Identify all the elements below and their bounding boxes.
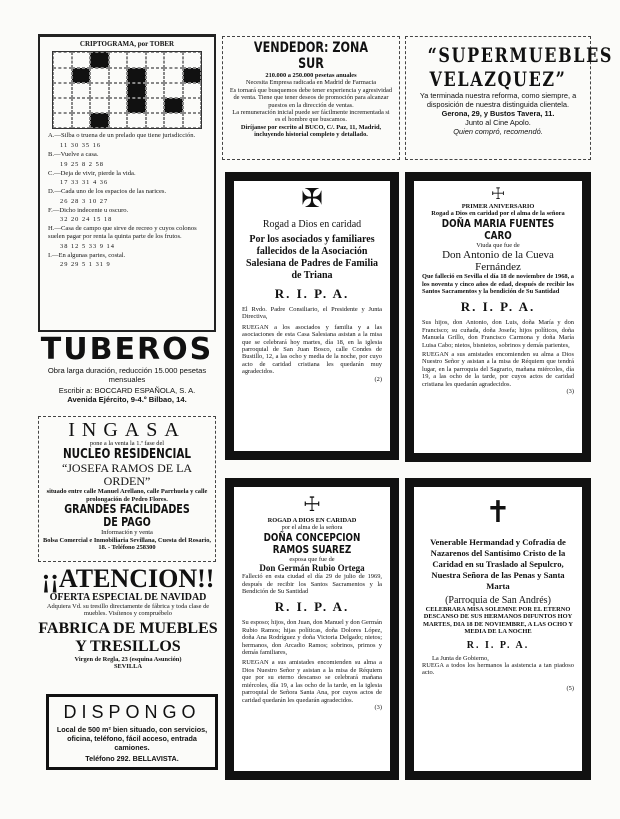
crossword-cell [53, 83, 72, 98]
crossword-cell [183, 52, 202, 67]
ad-atencion [36, 566, 220, 690]
obit2-husband: Don Antonio de la Cueva Fernández [442, 249, 554, 274]
crossword-cell [53, 113, 72, 128]
crossword-clue: F.—Dicho indecente u oscuro. [48, 206, 129, 214]
ingasa-info: Información y venta [101, 529, 153, 537]
obit3-sub: por el alma de la señora [281, 524, 343, 532]
vendedor-company: Necesita Empresa radicada en Madrid de Farmacia [245, 79, 377, 87]
salesian-cross-icon: ✠ [301, 184, 323, 213]
obit2-heading: Rogad a Dios en caridad por el alma de la señora [431, 210, 565, 218]
ad-dispongo [46, 694, 218, 770]
obit1-title: Por los asociados y familiares fallecidos de la Asociación Salesiana de Padres de Familia de Triana [245, 234, 379, 281]
supermuebles-title: “SUPERMUEBLES [427, 43, 614, 67]
crossword-cell [127, 83, 146, 98]
ingasa-contact: Bolsa Comercial e Inmobiliaria Sevillana, Cuesta del Rosario, 18. - Teléfono 258300 [43, 536, 211, 552]
obit1-text: RUEGAN a los asociados y familia y a las asociaciones de esta Casa Salesiana asistan a la misa que se celebrará hoy martes, día 18, en la iglesia parroquial de San Juan Bosco, calle Condes de Bustillo, 12, a las ocho y media de la noche, por cuyo acto de caridad cristiana les quedarán muy agradecidos. [242, 323, 382, 376]
crossword-clue: C.—Deja de vivir, pierde la vida. [48, 169, 136, 177]
obit2-relation: Viuda que fue de [476, 241, 520, 249]
ingasa-heading: NUCLEO RESIDENCIAL [62, 447, 192, 463]
crossword-cell [90, 113, 109, 128]
crossword-cell [72, 113, 91, 128]
crossword-cell [146, 113, 165, 128]
dispongo-title: DISPONGO [63, 702, 201, 722]
cross-icon: ☩ [303, 494, 321, 516]
atencion-factory: FABRICA DE MUEBLES [38, 619, 218, 637]
obit1-ripa: R. I. P. A. [274, 286, 350, 301]
crossword-cell [72, 68, 91, 83]
obit3-death: Falleció en esta ciudad el día 29 de julio de 1969, después de recibir los Santos Sacramentos y la Bendición de Su Santidad [242, 573, 382, 596]
obit2-anniversary: PRIMER ANIVERSARIO [461, 203, 535, 210]
crossword-cell [146, 83, 165, 98]
ad-ingasa [38, 416, 216, 562]
crossword-box [38, 34, 216, 332]
supermuebles-address: Gerona, 29, y Bustos Tavera, 11. [441, 109, 555, 118]
dispongo-phone: Teléfono 292. BELLAVISTA. [85, 754, 179, 763]
crossword-cell [72, 83, 91, 98]
obituary-hermandad [405, 478, 591, 780]
crossword-cell [127, 52, 146, 67]
crossword-grid [52, 51, 202, 129]
crossword-cell [109, 98, 128, 113]
obituary-maria-fuentes [405, 172, 591, 462]
ingasa-name: “JOSEFA RAMOS DE LA ORDEN” [61, 461, 193, 489]
crossword-cell [164, 83, 183, 98]
obit3-husband: Don Germán Rubio Ortega [259, 563, 365, 574]
crossword-cell [109, 52, 128, 67]
obituary-concepcion-ramos [225, 478, 399, 780]
obit2-text: RUEGAN a sus amistades encomienden su alma a Dios Nuestro Señor y asistan a la misa de Réquiem que tendrá lugar, en la parroquia del Sagrario, mañana miércoles, día 19, a las ocho de la tarde, por cuyos actos de caridad cristiana les quedarán agradecidos. [422, 351, 574, 388]
supermuebles-slogan: Quien compró, recomendó. [453, 127, 543, 136]
obit2-number: (3) [566, 388, 574, 396]
obit4-parish: (Parroquia de San Andrés) [445, 595, 551, 606]
crossword-cell [164, 98, 183, 113]
crossword-cell [183, 68, 202, 83]
crossword-clue-numbers: 11 30 35 16 [60, 142, 102, 149]
obit2-name: DOÑA MARIA FUENTES CARO [441, 216, 555, 242]
crossword-clue-numbers: 32 20 24 15 18 [60, 216, 113, 224]
crossword-cell [72, 52, 91, 67]
crossword-cell [127, 98, 146, 113]
crossword-cell [127, 113, 146, 128]
crossword-clue-numbers: 19 25 8 2 58 [60, 160, 104, 168]
obit2-ripa: R. I. P. A. [460, 299, 536, 315]
cross-icon: ✝ [485, 496, 511, 529]
obit4-mass: CELEBRARA MISA SOLEMNE POR EL ETERNO DESCANSO DE SUS HERMANOS DIFUNTOS HOY MARTES, DIA 18 DE NOVIEMBRE, A LAS OCHO Y MEDIA DE LA NOCHE [422, 606, 574, 636]
crossword-cell [90, 98, 109, 113]
atencion-offer: OFERTA ESPECIAL DE NAVIDAD [49, 592, 207, 603]
vendedor-title: VENDEDOR: ZONA SUR [253, 40, 369, 72]
vendedor-contact: Diríjanse por escrito al BUCO, C/. Paz, 11, Madrid, incluyendo historial completo y detallado. [240, 123, 382, 139]
vendedor-text: Es tornará que busquemos debe tener experiencia y agresividad de venta. Tiene que tener deseos de promoción para alcanzar puestos en la dirección de ventas. [229, 86, 393, 109]
ad-vendedor [222, 36, 400, 160]
tuberos-city: Avenida Ejército, 9-4.º Bilbao, 14. [67, 395, 187, 404]
obit2-death: Que falleció en Sevilla el día 18 de noviembre de 1968, a los noventa y cinco años de edad, después de recibir los Santos Sacramentos y la bendición de Su Santidad [422, 273, 574, 296]
crossword-cell [164, 68, 183, 83]
crossword-cell [183, 98, 202, 113]
crossword-clue-numbers: 38 12 5 33 9 14 [60, 242, 115, 250]
crossword-clues [48, 132, 206, 268]
crossword-cell [109, 83, 128, 98]
crossword-cell [146, 68, 165, 83]
obit1-number: (2) [374, 375, 382, 383]
obit3-name: DOÑA CONCEPCION RAMOS SUAREZ [263, 530, 361, 556]
crossword-cell [146, 98, 165, 113]
obit3-number: (3) [374, 703, 382, 711]
crossword-clue: A.—Silba o truena de un prelado que tiene jurisdicción. [48, 132, 196, 140]
obit4-number: (5) [566, 684, 574, 692]
obituary-salesiana [225, 172, 399, 460]
supermuebles-text: Ya terminada nuestra reforma, como siempre, a disposición de nuestra distinguida clientela. [419, 91, 577, 109]
supermuebles-landmark: Junto al Cine Apolo. [465, 118, 531, 127]
crossword-clue: B.—Vuelve a casa. [48, 151, 99, 158]
crossword-cell [72, 98, 91, 113]
ad-tuberos [36, 334, 218, 414]
crossword-cell [109, 68, 128, 83]
crossword-cell [90, 83, 109, 98]
crossword-cell [183, 113, 202, 128]
atencion-tresillos: Y TRESILLOS [75, 637, 181, 655]
crossword-clue-numbers: 29 29 5 1 31 9 [60, 261, 111, 269]
tuberos-text: Obra larga duración, reducción 15.000 pesetas mensuales [47, 366, 207, 384]
crossword-cell [164, 113, 183, 128]
atencion-text: Adquiera Vd. su tresillo directamente de fábrica y toda clase de muebles. Visítenos y compruébelo [46, 603, 210, 618]
crossword-cell [53, 52, 72, 67]
crossword-cell [90, 52, 109, 67]
obit3-ripa: R. I. P. A. [274, 599, 350, 615]
vendedor-pay: La remuneración inicial puede ser fácilmente incrementada si es el hombre que buscamos. [232, 109, 390, 124]
obit4-board: La Junta de Gobierno, [432, 654, 489, 662]
obit4-text: RUEGA a todos los hermanos la asistencia a tan piadoso acto. [422, 662, 574, 677]
crossword-cell [90, 68, 109, 83]
crossword-cell [146, 52, 165, 67]
crossword-cell [183, 83, 202, 98]
tuberos-title: TUBEROS [40, 334, 214, 367]
obit3-family: Su esposo; hijos, don Juan, don Manuel y don Germán Rubio Ramos; hijas políticas, doña Dolores López, doña Ana Rodríguez y doña Victoria Delgado; nietos; hermanos, don Arcadio Ramos; sobrinos, primos y demás familiares, [242, 619, 382, 657]
ingasa-location: situado entre calle Manuel Arellano, calle Parrhuela y calle prolongación de Pedro Flores. [46, 488, 208, 503]
atencion-title: ¡¡ATENCION!! [41, 564, 215, 593]
crossword-clue-numbers: 26 28 3 10 27 [60, 197, 109, 205]
obit1-heading: Rogad a Dios en caridad [262, 219, 362, 230]
obit3-relation: esposa que fue de [289, 555, 335, 563]
crossword-cell [109, 113, 128, 128]
ingasa-text: pone a la venta la 1.ª fase del [89, 440, 165, 447]
crossword-cell [164, 52, 183, 67]
crossword-clue-numbers: 17 33 31 4 36 [60, 179, 109, 187]
crossword-clue: H.—Casa de campo que sirve de recreo y cuyos colonos suelen pagar por renta la quinta parte de los frutos. [48, 225, 197, 240]
obit4-ripa: R. I. P. A. [466, 639, 530, 651]
obit4-brotherhood: Venerable Hermandad y Cofradía de Nazarenos del Santísimo Cristo de la Caridad en su Traslado al Sepulcro, Nuestra Señora de las Penas y Santa Marta [430, 537, 566, 591]
obit3-heading: ROGAD A DIOS EN CARIDAD [267, 517, 357, 524]
obit2-family: Sus hijos, don Antonio, don Luis, doña María y don Francisco; su cuñada, doña Josefa; hijos políticos, doña Manuela Grillo, don Francisco Carmona y doña María Luisa Cabo; nietos, bisnietos, sobrinos y demás parientes, [422, 319, 574, 349]
crossword-cell [53, 68, 72, 83]
crossword-cell [127, 68, 146, 83]
ingasa-payment: GRANDES FACILIDADES DE PAGO [64, 502, 190, 530]
ingasa-title: INGASA [68, 419, 186, 441]
supermuebles-title2: VELAZQUEZ” [429, 67, 567, 91]
ad-supermuebles [405, 36, 614, 160]
cross-icon: ☩ [490, 186, 506, 203]
dispongo-text: Local de 500 m² bien situado, con servicios, oficina, teléfono, fácil acceso, entrada camiones. [56, 725, 208, 752]
obit3-text: RUEGAN a sus amistades encomienden su alma a Dios Nuestro Señor y asistan a la misa de Réquiem que por su eterno descanso se celebrará mañana miércoles, día 19, a las ocho de la tarde, en la iglesia parroquial de Señora Santa Ana, por cuyos actos de caridad quedarán les quedarán agradecidos. [242, 659, 382, 704]
crossword-title: CRIPTOGRAMA, por TOBER [79, 40, 175, 48]
atencion-city: SEVILLA [113, 663, 143, 671]
obit1-signers: El Rvdo. Padre Consiliario, el Presidente y Junta Directiva, [242, 306, 382, 321]
tuberos-address: Escribir a: BOCCARD ESPAÑOLA, S. A. [58, 386, 196, 395]
crossword-clue: D.—Cada uno de los espacios de las narices. [48, 188, 167, 196]
crossword-clue: I.—En algunas partes, costal. [48, 251, 126, 259]
vendedor-salary: 210.000 a 250.000 pesetas anuales [265, 72, 357, 79]
crossword-cell [53, 98, 72, 113]
atencion-address: Virgen de Regla, 23 (esquina Asunción) [74, 655, 182, 663]
